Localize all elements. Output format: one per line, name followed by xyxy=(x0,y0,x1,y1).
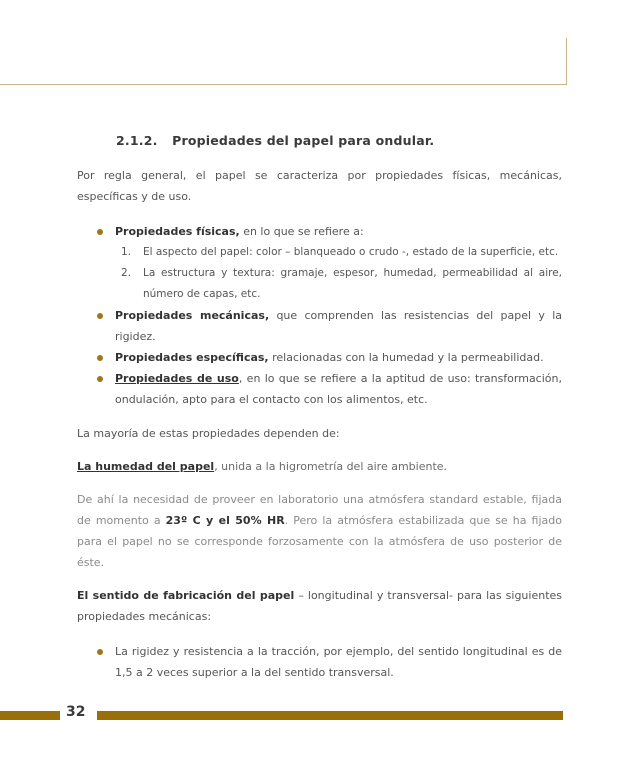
list-item-text: La rigidez y resistencia a la tracción, por ejemplo, del sentido longitudinal es de 1,5 a 2 veces superior a la del sentido transversal. xyxy=(115,645,562,679)
sublist-text: El aspecto del papel: color – blanqueado o crudo -, estado de la superficie, etc. xyxy=(143,246,559,258)
list-item-uso xyxy=(77,368,562,410)
direction-text: – longitudinal y transversal- para las siguientes propiedades mecánicas: xyxy=(77,589,563,623)
bullet-icon xyxy=(97,355,103,361)
list-item-bold: Propiedades de uso xyxy=(115,372,239,385)
bullet-icon xyxy=(97,649,103,655)
necessity-pre: De ahí la necesidad de proveer en laboratorio una atmósfera standard estable, fijada de momento a xyxy=(77,493,562,527)
list-item-mecanicas xyxy=(77,305,562,347)
footer-bar-left xyxy=(0,711,60,720)
list-item-fisicas xyxy=(77,221,562,305)
sublist-item xyxy=(115,263,562,305)
list-item-rigidez xyxy=(77,641,562,683)
humidity-paragraph xyxy=(77,456,562,477)
sublist-number: 2. xyxy=(121,267,132,279)
list-item-bold: Propiedades específicas, xyxy=(115,351,269,364)
list-item-text: que comprenden las resistencias del papel y la rigidez. xyxy=(115,309,562,343)
sublist-item xyxy=(115,242,562,263)
list-item-text: relacionadas con la humedad y la permeabilidad. xyxy=(268,351,544,364)
depend-paragraph: La mayoría de estas propiedades dependen de: xyxy=(77,427,340,440)
footer-bar-right xyxy=(97,711,563,720)
list-item-bold: Propiedades físicas, xyxy=(115,225,240,238)
header-vertical-rule xyxy=(566,38,567,85)
list-item-text: en lo que se refiere a: xyxy=(239,225,364,238)
list-item-especificas xyxy=(77,347,562,368)
bullet-icon xyxy=(97,376,103,382)
list-item-bold: Propiedades mecánicas, xyxy=(115,309,270,322)
bullet-icon xyxy=(97,229,103,235)
header-rule xyxy=(0,84,567,85)
physical-sublist xyxy=(115,242,562,305)
body-content xyxy=(77,165,562,683)
necessity-paragraph xyxy=(77,489,562,573)
section-title xyxy=(116,133,434,148)
list-item-text: , en lo que se refiere a la aptitud de uso: transformación, ondulación, apto para el contacto con los alimentos, etc. xyxy=(115,372,562,406)
bullet-icon xyxy=(97,313,103,319)
section-title-text: Propiedades del papel para ondular. xyxy=(172,133,435,148)
page-number: 32 xyxy=(66,704,86,720)
sublist-text: La estructura y textura: gramaje, espesor, humedad, permeabilidad al aire, número de capas, etc. xyxy=(143,267,562,300)
intro-paragraph: Por regla general, el papel se caracteriza por propiedades físicas, mecánicas, específicas y de uso. xyxy=(77,169,562,203)
necessity-post: . Pero la atmósfera estabilizada que se ha fijado para el papel no se corresponde forzosamente con la atmósfera de uso posterior de éste. xyxy=(77,514,562,569)
sublist-number: 1. xyxy=(121,246,132,258)
direction-paragraph xyxy=(77,585,562,627)
direction-list xyxy=(77,641,562,683)
necessity-bold: 23º C y el 50% HR xyxy=(165,514,285,527)
humidity-bold: La humedad del papel xyxy=(77,460,215,473)
direction-bold: El sentido de fabricación del papel xyxy=(77,589,295,602)
section-number: 2.1.2. xyxy=(116,133,158,148)
properties-list xyxy=(77,221,562,410)
humidity-text: , unida a la higrometría del aire ambiente. xyxy=(214,460,448,473)
